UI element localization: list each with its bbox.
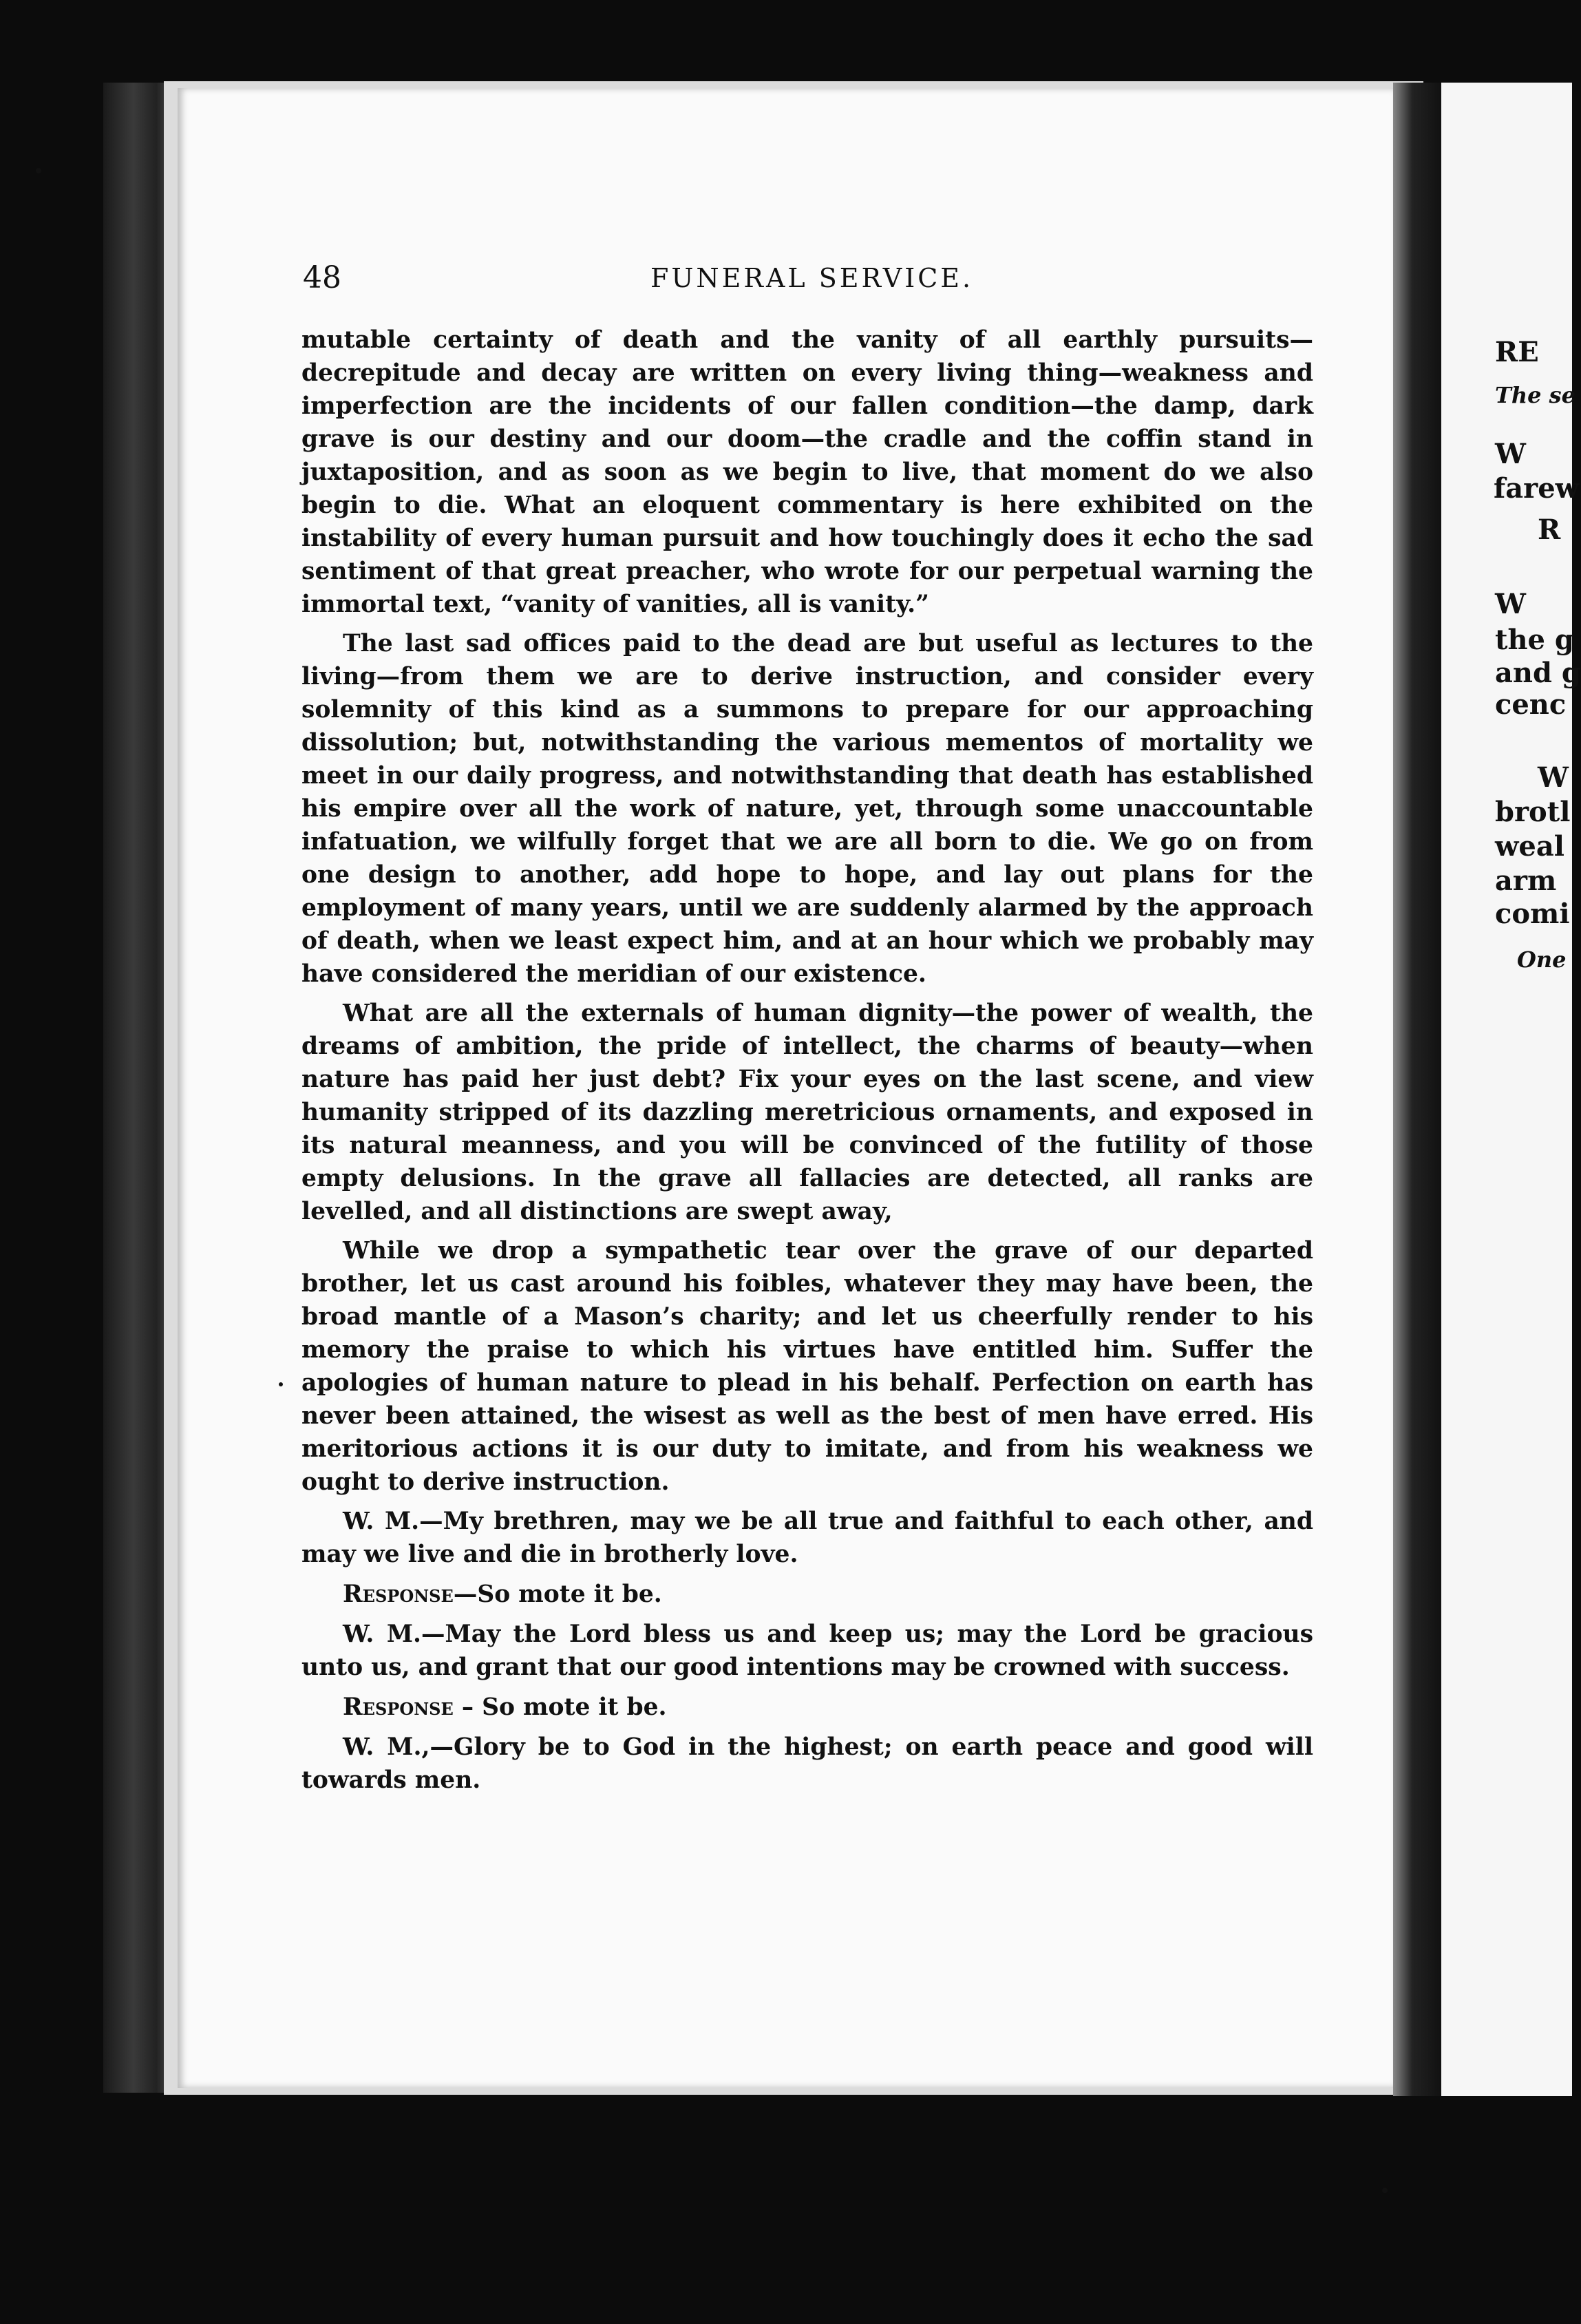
facing-line: W [1538,761,1569,794]
facing-line: arm [1495,865,1557,897]
page-number: 48 [303,260,341,295]
speaker-label: W. M. [343,1508,420,1535]
facing-line: the g [1495,624,1574,656]
facing-line: brotl [1495,796,1571,828]
scan-speck [279,1382,283,1386]
exchange-text: —So mote it be. [453,1581,662,1608]
paragraph: What are all the externals of human dignity—the power of wealth, the dreams of ambition, the pride of intellect, the charms of beauty—when nature has paid her just debt? Fix your eyes on the last scene, and view humanity stripped of its dazzling meretricious ornaments, and exposed in its natural meanness, and you will be convinced of the futility of those empty delusions. In the grave all fallacies are detected, all ranks are levelled, and all distinctions are swept away, [301,1000,1313,1225]
facing-line: weal [1495,830,1564,863]
facing-line: W [1495,588,1526,620]
exchange-line [301,1578,1313,1611]
facing-line: farew [1494,472,1580,505]
exchange-line [301,1691,1313,1724]
exchange-line [301,1731,1313,1797]
running-head [303,260,1315,299]
exchange-line [301,1505,1313,1571]
facing-line: W [1495,438,1526,470]
book-gutter [1393,83,1441,2096]
facing-line: One [1517,947,1567,973]
facing-line: The se [1495,382,1575,408]
speaker-label: W. M. [343,1620,422,1648]
facing-page-fragment [1441,83,1581,2096]
facing-line: comi [1495,898,1570,930]
speaker-label: W. M. [343,1733,422,1761]
response-label: Response [343,1581,454,1608]
paragraph: While we drop a sympathetic tear over the grave of our departed brother, let us cast around his foibles, whatever they may have been, the broad mantle of a Mason’s charity; and let us cheerfully render to his memory the praise to which his virtues have entitled him. Suffer the apologies of human nature to plead in his behalf. Perfection on earth has never been attained, the wisest as well as the best of men have erred. His meritorious actions it is our duty to imitate, and from his weakness we ought to derive instruction. [301,1237,1313,1496]
exchange-text: ,—Glory be to God in the highest; on earth peace and good will towards men. [301,1733,1313,1794]
facing-line: R [1538,514,1561,546]
facing-line: and g [1495,657,1581,689]
facing-line: cenc [1495,688,1567,721]
scan-speck [36,168,41,173]
scan-speck [1382,2188,1388,2193]
exchange-text: – So mote it be. [453,1693,667,1721]
running-title: FUNERAL SERVICE. [650,263,974,293]
paragraph: mutable certainty of death and the vanity of all earthly pursuits—decrepitude and decay are written on every living thing—weakness and imperfection are the incidents of our fallen condition—the damp, dark grave is our destiny and our doom—the cradle and the coffin stand in juxtaposition, and as soon as we begin to live, that moment do we also begin to die. What an eloquent commentary is here exhibited on the instability of every human pursuit and how touchingly does it echo the sad sentiment of that great preacher, who wrote for our perpetual warning the immortal text, “vanity of vanities, all is vanity.” [301,326,1313,618]
paragraph: The last sad offices paid to the dead are but useful as lectures to the living—from them we are to derive instruction, and consider every solemnity of this kind as a summons to prepare for our approaching dissolution; but, notwithstanding the various mementos of mortality we meet in our daily progress, and notwithstanding that death has established his empire over all the work of nature, yet, through some unaccountable infatuation, we wilfully forget that we are all born to die. We go on from one design to another, add hope to hope, and lay out plans for the employment of many years, until we are suddenly alarmed by the approach of death, when we least expect him, and at an hour which we probably may have considered the meridian of our existence. [301,630,1313,988]
facing-line: RE [1495,336,1539,368]
exchange-text: —May the Lord bless us and keep us; may the Lord be gracious unto us, and grant that our good intentions may be crowned with success. [301,1620,1314,1681]
response-label: Response [343,1693,454,1721]
exchange-line [301,1618,1313,1684]
body-text [301,324,1313,1804]
exchange-text: —My brethren, may we be all true and faithful to each other, and may we live and die in brotherly love. [301,1508,1314,1568]
